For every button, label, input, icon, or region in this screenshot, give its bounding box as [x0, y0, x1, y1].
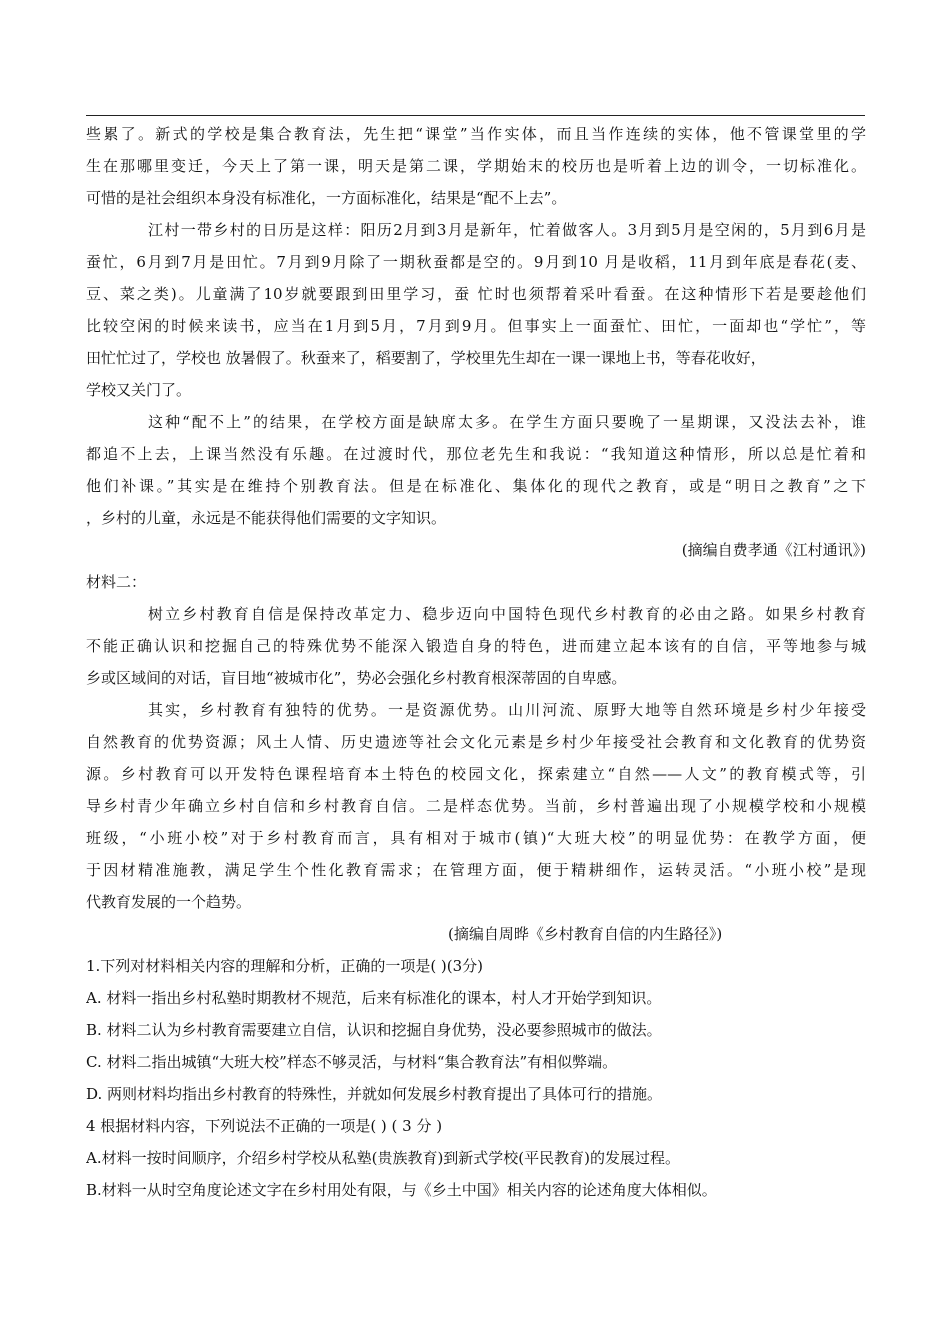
q1-option-c: C. 材料二指出城镇“大班大校”样态不够灵活，与材料“集合教育法”有相似弊端。	[86, 1053, 618, 1071]
m1-source: (摘编自费孝通《江村通讯》)	[681, 541, 866, 559]
q1-option-b: B. 材料二认为乡村教育需要建立自信，认识和挖掘自身优势，没必要参照城市的做法。	[86, 1021, 662, 1039]
m2-para1-line: 乡或区域间的对话，盲目地“被城市化”，势必会强化乡村教育根深蒂固的自卑感。	[86, 669, 627, 687]
header-rule	[86, 115, 865, 116]
m2-para1-line: 树立乡村教育自信是保持改革定力、稳步迈向中国特色现代乡村教育的必由之路。如果乡村教育	[148, 605, 866, 623]
m1-para0-line: 些累了。新式的学校是集合教育法，先生把“课堂”当作实体，而且当作连续的实体，他不管课堂里的学	[86, 125, 866, 143]
m1-para2-line: ，乡村的儿童，永远是不能获得他们需要的文字知识。	[86, 509, 447, 527]
m1-para1-line: 豆、菜之类)。儿童满了10岁就要跟到田里学习，蚕 忙时也须帮着采叶看蚕。在这种情形下若是要趁他们	[86, 285, 866, 303]
document-page	[86, 118, 866, 1206]
m2-para2-line: 源。乡村教育可以开发特色课程培育本土特色的校园文化，探索建立“自然——人文”的教育模式等，引	[86, 765, 866, 783]
q2-stem: 4 根据材料内容，下列说法不正确的一项是( ) ( 3 分 )	[86, 1117, 443, 1135]
q1-option-a: A. 材料一指出乡村私塾时期教材不规范，后来有标准化的课本，村人才开始学到知识。	[86, 989, 662, 1007]
m1-para0-line: 生在那哪里变迁，今天上了第一课，明天是第二课，学期始末的校历也是听着上边的训令，一切标准化。	[86, 157, 866, 175]
q1-option-d: D. 两则材料均指出乡村教育的特殊性，并就如何发展乡村教育提出了具体可行的措施。	[86, 1085, 663, 1103]
m1-para1-line: 蚕忙，6月到7月是田忙。7月到9月除了一期秋蚕都是空的。9月到10 月是收稻，11月到年底是春花(麦、	[86, 253, 866, 271]
m1-para1-line: 学校又关门了。	[86, 381, 192, 399]
m1-para2-line: 他们补课。”其实是在维持个别教育法。但是在标准化、集体化的现代之教育，或是“明日之教育”之下	[86, 477, 866, 495]
m1-para1-line: 田忙忙过了，学校也 放暑假了。秋蚕来了，稻要割了，学校里先生却在一课一课地上书，等春花收好，	[86, 349, 766, 367]
m2-para2-line: 其实，乡村教育有独特的优势。一是资源优势。山川河流、原野大地等自然环境是乡村少年接受	[148, 701, 866, 719]
m1-para1-line: 江村一带乡村的日历是这样：阳历2月到3月是新年，忙着做客人。3月到5月是空闲的，5月到6月是	[148, 221, 866, 239]
m2-para2-line: 代教育发展的一个趋势。	[86, 893, 252, 911]
m1-para0-line: 可惜的是社会组织本身没有标准化，一方面标准化，结果是“配不上去”。	[86, 189, 567, 207]
q2-option-b: B.材料一从时空角度论述文字在乡村用处有限，与《乡土中国》相关内容的论述角度大体相似。	[86, 1181, 717, 1199]
m2-para2-line: 导乡村青少年确立乡村自信和乡村教育自信。二是样态优势。当前，乡村普遍出现了小规模学校和小规模	[86, 797, 866, 815]
m2-label: 材料二：	[86, 573, 147, 591]
m2-para2-line: 班级，“小班小校”对于乡村教育而言，具有相对于城市(镇)“大班大校”的明显优势：在教学方面，便	[86, 829, 866, 847]
m2-para2-line: 于因材精准施教，满足学生个性化教育需求；在管理方面，便于精耕细作，运转灵活。“小班小校”是现	[86, 861, 866, 879]
m1-para2-line: 这种“配不上”的结果，在学校方面是缺席太多。在学生方面只要晚了一星期课，又没法去补，谁	[148, 413, 866, 431]
m2-para1-line: 不能正确认识和挖掘自己的特殊优势不能深入锻造自身的特色，进而建立起本该有的自信，平等地参与城	[86, 637, 866, 655]
q2-option-a: A.材料一按时间顺序，介绍乡村学校从私塾(贵族教育)到新式学校(平民教育)的发展过程。	[86, 1149, 681, 1167]
q1-stem: 1.下列对材料相关内容的理解和分析，正确的一项是( )(3分)	[86, 957, 484, 975]
m2-para2-line: 自然教育的优势资源；风土人情、历史遗迹等社会文化元素是乡村少年接受社会教育和文化教育的优势资	[86, 733, 866, 751]
m1-para1-line: 比较空闲的时候来读书，应当在1月到5月，7月到9月。但事实上一面蚕忙、田忙，一面却也“学忙”，等	[86, 317, 866, 335]
m1-para2-line: 都追不上去，上课当然没有乐趣。在过渡时代，那位老先生和我说：“我知道这种情形，所以总是忙着和	[86, 445, 866, 463]
m2-source: (摘编自周晔《乡村教育自信的内生路径》)	[448, 925, 723, 943]
